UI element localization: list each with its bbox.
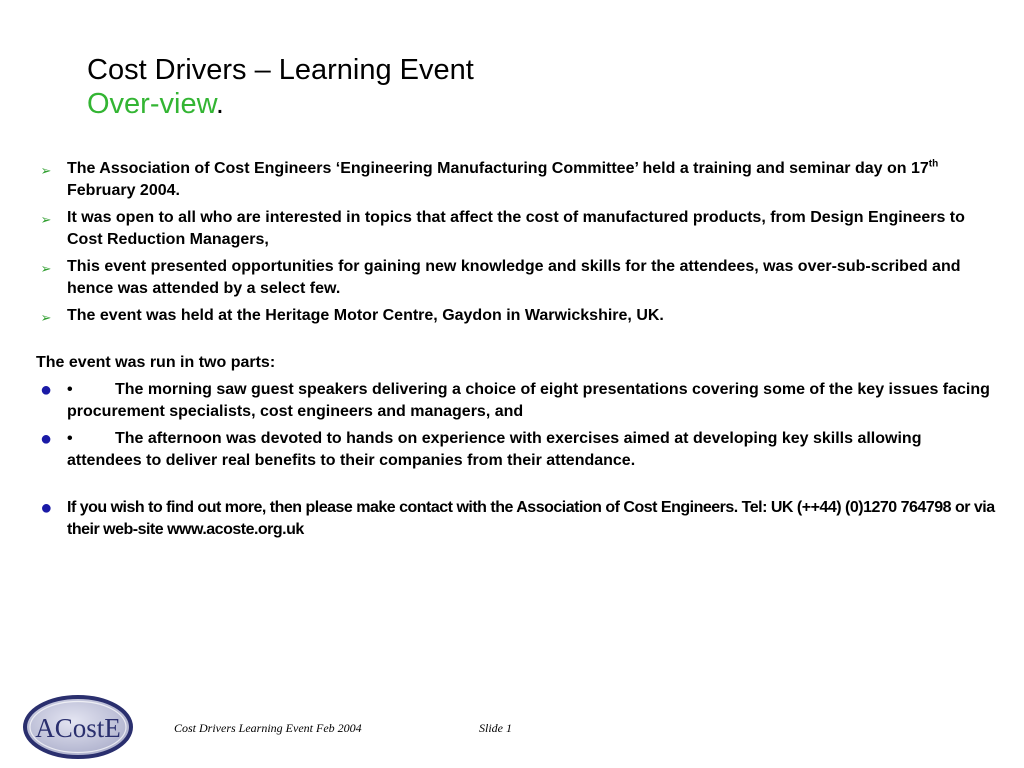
green-arrow-bullet-icon: ➢	[40, 163, 52, 178]
arrow-bullet-item	[36, 207, 996, 251]
dot-bullet-item	[36, 428, 996, 472]
bullet-text-sup: th	[928, 158, 939, 170]
arrow-bullet-item	[36, 305, 996, 327]
dot-bullet-item	[36, 379, 996, 423]
title-main: Cost Drivers – Learning Event	[87, 54, 474, 86]
bullet-text: This event presented opportunities for gaining new knowledge and skills for the attendees, was over-sub-scribed and hence was attended by a select few.	[67, 258, 961, 297]
inner-dot-marker: •	[67, 430, 73, 447]
parts-heading: The event was run in two parts:	[36, 354, 276, 371]
blue-dot-bullet-icon: ●	[39, 428, 53, 450]
bullet-text-pre: The Association of Cost Engineers ‘Engineering Manufacturing Committee’ held a training and seminar day on 17	[67, 160, 929, 177]
title-overview: Over-view	[87, 88, 216, 120]
slide-title	[87, 53, 474, 121]
contact-text: If you wish to find out more, then please make contact with the Association of Cost Engineers. Tel: UK (++44) (0)1270 764798 or via their web-site www.acoste.org.uk	[67, 499, 995, 538]
blue-dot-bullet-icon: ●	[39, 379, 53, 401]
green-arrow-bullet-icon: ➢	[40, 261, 52, 276]
blue-dot-bullet-icon: ●	[40, 497, 52, 519]
green-arrow-bullet-icon: ➢	[40, 310, 52, 325]
inner-dot-marker: •	[67, 381, 73, 398]
contact-item	[36, 497, 996, 541]
arrow-bullet-item	[36, 256, 996, 300]
part-text: The afternoon was devoted to hands on experience with exercises aimed at developing key skills allowing attendees to deliver real benefits to their companies from their attendance.	[67, 430, 922, 469]
slide-body	[36, 158, 996, 541]
acoste-logo	[22, 694, 134, 765]
logo-text: ACostE	[35, 713, 121, 743]
title-period: .	[215, 88, 224, 120]
footer-slide-number: Slide 1	[479, 721, 512, 735]
bullet-text-post: February 2004.	[67, 182, 180, 199]
green-arrow-bullet-icon: ➢	[40, 212, 52, 227]
footer-event: Cost Drivers Learning Event Feb 2004	[174, 721, 362, 735]
title-subtitle	[87, 87, 474, 121]
bullet-text: The event was held at the Heritage Motor Centre, Gaydon in Warwickshire, UK.	[67, 307, 664, 324]
arrow-bullet-item	[36, 158, 996, 202]
part-text: The morning saw guest speakers delivering a choice of eight presentations covering some of the key issues facing procurement specialists, cost engineers and managers, and	[67, 381, 990, 420]
bullet-text: It was open to all who are interested in topics that affect the cost of manufactured products, from Design Engineers to Cost Reduction Managers,	[67, 209, 965, 248]
